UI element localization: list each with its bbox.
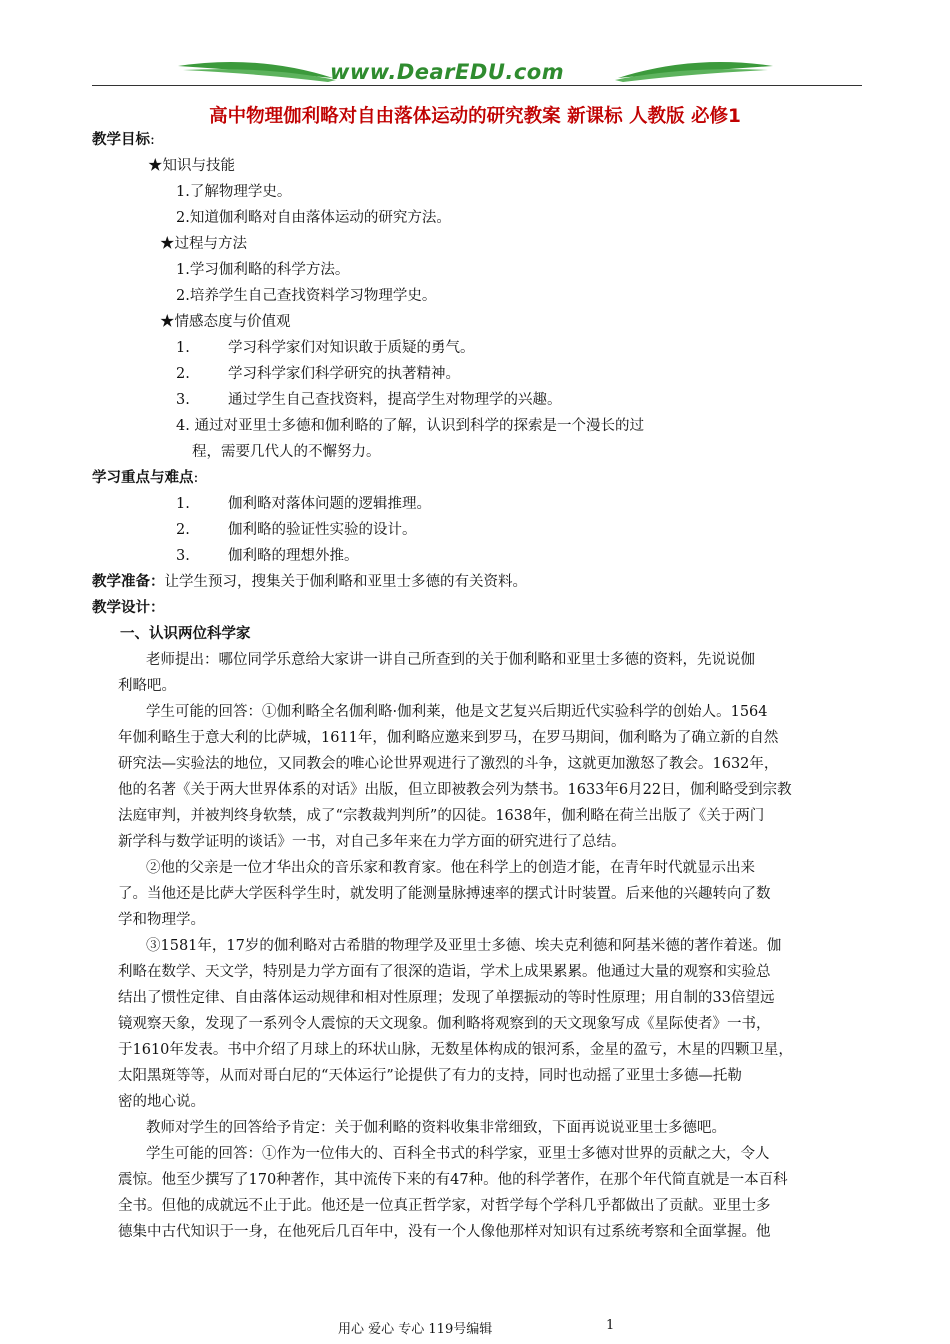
header-divider (92, 85, 862, 86)
paragraph-line: 老师提出：哪位同学乐意给大家讲一讲自己所查到的关于伽利略和亚里士多德的资料，先说说伽 (146, 652, 755, 668)
paragraph-line: ③1581年，17岁的伽利略对古希腊的物理学及亚里士多德、埃夫克利德和阿基米德的著作着迷。伽 (146, 938, 782, 954)
paragraph-line: 于1610年发表。书中介绍了月球上的环状山脉，无数星体构成的银河系，金星的盈亏，木星的四颗卫星， (118, 1042, 793, 1058)
paragraph-line: 新学科与数学证明的谈话》一书，对自己多年来在力学方面的研究进行了总结。 (118, 834, 626, 850)
knowledge-item-1: 1.了解物理学史。 (176, 184, 292, 200)
process-label: ★过程与方法 (160, 236, 247, 252)
paragraph-line: 年伽利略生于意大利的比萨城，1611年，伽利略应邀来到罗马，在罗马期间，伽利略为了确立新的自然 (118, 730, 779, 746)
emotion-label: ★情感态度与价值观 (160, 314, 291, 330)
page-number: 1 (606, 1318, 615, 1333)
paragraph-line: 密的地心说。 (118, 1094, 205, 1110)
paragraph-line: 学和物理学。 (118, 912, 205, 928)
paragraph-line: 了。当他还是比萨大学医科学生时，就发明了能测量脉搏速率的摆式计时装置。后来他的兴趣转向了数 (118, 886, 771, 902)
paragraph-line: 震惊。他至少撰写了170种著作，其中流传下来的有47种。他的科学著作，在那个年代简直就是一本百科 (118, 1172, 788, 1188)
footer-text: 用心 爱心 专心 119号编辑 (338, 1322, 493, 1337)
paragraph-line: 他的名著《关于两大世界体系的对话》出版，但立即被教会列为禁书。1633年6月22日，伽利略受到宗教 (118, 782, 792, 798)
page-title: 高中物理伽利略对自由落体运动的研究教案 新课标 人教版 必修1 (209, 106, 741, 127)
design-heading: 教学设计： (92, 600, 165, 616)
section-heading-1: 一、认识两位科学家 (120, 626, 251, 642)
preparation-line: 教学准备：让学生预习，搜集关于伽利略和亚里士多德的有关资料。 (92, 574, 527, 590)
emotion-item-2: 2. 学习科学家们科学研究的执著精神。 (176, 366, 460, 382)
paragraph-line: 学生可能的回答：①作为一位伟大的、百科全书式的科学家，亚里士多德对世界的贡献之大，令人 (146, 1146, 770, 1162)
key-point-2: 2. 伽利略的验证性实验的设计。 (176, 522, 417, 538)
paragraph-line: 法庭审判，并被判终身软禁，成了“宗教裁判判所”的囚徒。1638年，伽利略在荷兰出版了《关于两门 (118, 808, 765, 824)
emotion-item-4-line1: 4. 通过对亚里士多德和伽利略的了解，认识到科学的探索是一个漫长的过 (176, 418, 644, 434)
paragraph-line: 利略吧。 (118, 678, 176, 694)
paragraph-line: 教师对学生的回答给予肯定：关于伽利略的资料收集非常细致，下面再说说亚里士多德吧。 (146, 1120, 726, 1136)
key-point-1: 1. 伽利略对落体问题的逻辑推理。 (176, 496, 431, 512)
site-logo: www.DearEDU.com (330, 60, 565, 84)
paragraph-line: 德集中古代知识于一身，在他死后几百年中，没有一个人像他那样对知识有过系统考察和全面掌握。他 (118, 1224, 771, 1240)
paragraph-line: ②他的父亲是一位才华出众的音乐家和教育家。他在科学上的创造才能，在青年时代就显示出来 (146, 860, 755, 876)
paragraph-line: 太阳黑斑等等，从而对哥白尼的“天体运行”论提供了有力的支持，同时也动摇了亚里士多德—托勒 (118, 1068, 742, 1084)
emotion-item-3: 3. 通过学生自己查找资料，提高学生对物理学的兴趣。 (176, 392, 562, 408)
paragraph-line: 全书。但他的成就远不止于此。他还是一位真正哲学家，对哲学每个学科几乎都做出了贡献。亚里士多 (118, 1198, 771, 1214)
process-item-2: 2.培养学生自己查找资料学习物理学史。 (176, 288, 437, 304)
knowledge-label: ★知识与技能 (148, 158, 235, 174)
process-item-1: 1.学习伽利略的科学方法。 (176, 262, 350, 278)
paragraph-line: 学生可能的回答：①伽利略全名伽利略·伽利莱，他是文艺复兴后期近代实验科学的创始人。1564 (146, 704, 768, 720)
emotion-item-1: 1. 学习科学家们对知识敢于质疑的勇气。 (176, 340, 475, 356)
objectives-heading: 教学目标: (92, 132, 155, 148)
paragraph-line: 研究法—实验法的地位，又同教会的唯心论世界观进行了激烈的斗争，这就更加激怒了教会。1632年， (118, 756, 779, 772)
paragraph-line: 利略在数学、天文学，特别是力学方面有了很深的造诣，学术上成果累累。他通过大量的观察和实验总 (118, 964, 771, 980)
paragraph-line: 结出了惯性定律、自由落体运动规律和相对性原理；发现了单摆振动的等时性原理；用自制的33倍望远 (118, 990, 775, 1006)
key-point-3: 3. 伽利略的理想外推。 (176, 548, 359, 564)
key-points-heading: 学习重点与难点: (92, 470, 199, 486)
paragraph-line: 镜观察天象，发现了一系列令人震惊的天文现象。伽利略将观察到的天文现象写成《星际使者》一书， (118, 1016, 771, 1032)
emotion-item-4-line2: 程，需要几代人的不懈努力。 (192, 444, 381, 460)
knowledge-item-2: 2.知道伽利略对自由落体运动的研究方法。 (176, 210, 451, 226)
